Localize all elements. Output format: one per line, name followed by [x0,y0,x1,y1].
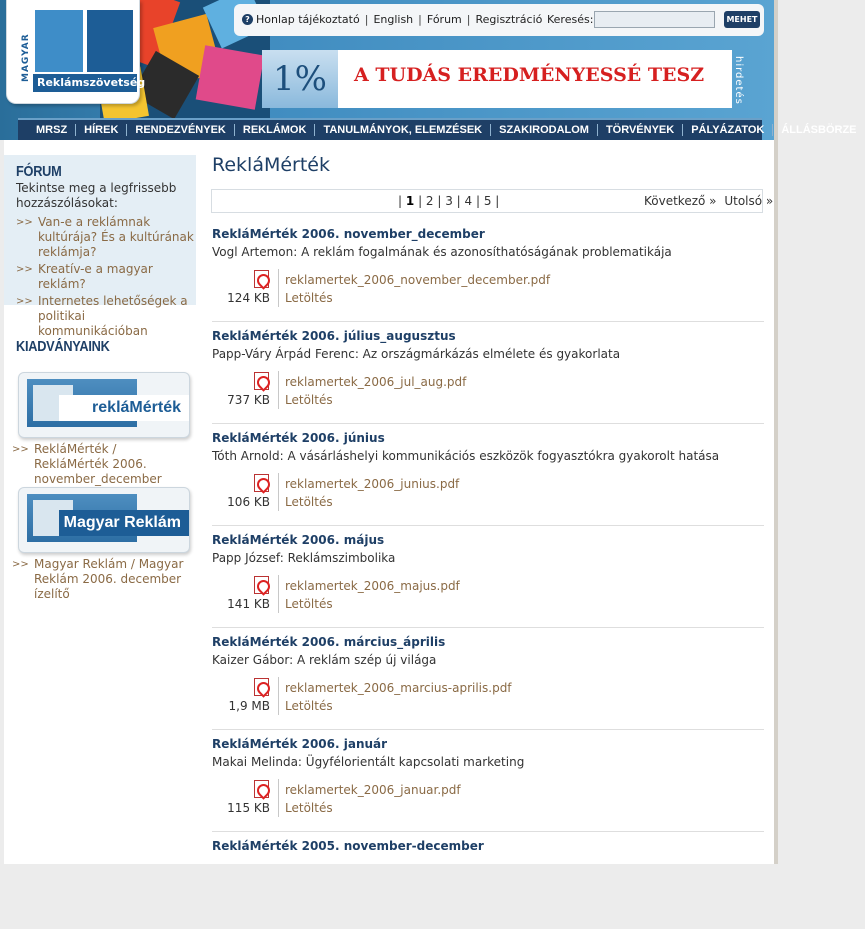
entry-title[interactable]: RekláMérték 2006. január [212,737,388,751]
toplink-forum[interactable]: Fórum [426,13,462,26]
entry-subtitle: Kaizer Gábor: A reklám szép új világa [212,653,437,667]
separator: | [418,13,422,26]
file-size: 737 KB [227,393,270,407]
divider [278,575,279,613]
divider [278,269,279,307]
publication-name: Magyar Reklám [63,514,181,531]
publications-title: KIADVÁNYAINK [16,338,110,355]
entry-item [212,329,764,419]
entry-item [212,431,764,521]
logo[interactable] [6,0,146,104]
ad-banner[interactable] [262,50,732,108]
divider [278,371,279,409]
search-button[interactable]: MEHET [724,11,760,28]
pager-last-link[interactable]: Utolsó » [724,194,774,208]
logo-mark-right [87,10,133,72]
divider [278,779,279,817]
entry-subtitle: Makai Melinda: Ügyfélorientált kapcsolati marketing [212,755,525,769]
pdf-icon[interactable] [254,474,269,492]
publication-link[interactable]: >> Magyar Reklám / Magyar Reklám 2006. december ízelítő [12,557,194,602]
entry-separator [212,831,764,832]
file-size: 1,9 MB [228,699,270,713]
file-link[interactable]: reklamertek_2006_majus.pdf [285,579,460,593]
separator: | [466,13,471,26]
pager-next-last [644,194,773,208]
download-link[interactable]: Letöltés [285,495,333,509]
nav-item-news[interactable]: HÍREK [76,124,127,136]
file-size: 141 KB [227,597,270,611]
download-link[interactable]: Letöltés [285,393,333,407]
forum-item[interactable]: >> Kreatív-e a magyar reklám? [16,262,198,292]
logo-magyar-text: MAGYAR [21,33,31,82]
forum-item[interactable]: >> Internetes lehetőségek a politikai kommunikációban [16,294,198,339]
entry-subtitle: Papp-Váry Árpád Ferenc: Az országmárkázás elmélete és gyakorlata [212,347,621,361]
entry-title[interactable]: RekláMérték 2006. május [212,533,385,547]
pdf-icon[interactable] [254,678,269,696]
top-links [256,13,542,26]
entry-title[interactable]: RekláMérték 2006. július_augusztus [212,329,456,343]
entry-subtitle: Papp József: Reklámszimbolika [212,551,396,565]
forum-title: FÓRUM [16,163,62,180]
nav-item-literature[interactable]: SZAKIRODALOM [491,124,598,136]
file-size: 115 KB [227,801,270,815]
page-title: RekláMérték [212,154,330,176]
pdf-icon[interactable] [254,372,269,390]
pdf-icon[interactable] [254,270,269,288]
pdf-icon[interactable] [254,780,269,798]
entry-item [212,737,764,827]
publication-links [12,557,194,604]
nav-item-ads[interactable]: REKLÁMOK [235,124,316,136]
separator: | [364,13,369,26]
divider [278,473,279,511]
file-link[interactable]: reklamertek_2006_junius.pdf [285,477,460,491]
entry-separator [212,525,764,526]
pager-pages [398,194,499,208]
entry-separator [212,627,764,628]
nav-item-jobs[interactable]: ÁLLÁSBÖRZE [781,124,857,136]
entry-separator [212,321,764,322]
entry-subtitle: Vogl Artemon: A reklám fogalmának és azonosíthatóságának problematikája [212,245,672,259]
divider [278,677,279,715]
download-link[interactable]: Letöltés [285,801,333,815]
publication-cover-reklamertek[interactable] [18,372,190,438]
entry-title[interactable]: RekláMérték 2006. március_április [212,635,446,649]
logo-mark-left [35,10,83,72]
entry-title[interactable]: RekláMérték 2005. november-december [212,839,484,853]
toplink-info[interactable]: Honlap tájékoztató [256,13,360,26]
file-size: 124 KB [227,291,270,305]
file-link[interactable]: reklamertek_2006_jul_aug.pdf [285,375,467,389]
entry-item [212,533,764,623]
entry-title[interactable]: RekláMérték 2006. november_december [212,227,485,241]
site-header [0,0,857,140]
forum-description: Tekintse meg a legfrissebb hozzászólásokat: [16,181,177,210]
nav-item-events[interactable]: RENDEZVÉNYEK [127,124,234,136]
entry-subtitle: Tóth Arnold: A vásárláshelyi kommunikációs eszközök fogyasztókra gyakorolt hatása [212,449,720,463]
download-link[interactable]: Letöltés [285,597,333,611]
file-link[interactable]: reklamertek_2006_november_december.pdf [285,273,551,287]
search-input[interactable] [594,11,715,28]
nav-item-mrsz[interactable]: MRSZ [18,124,76,136]
logo-name-text: Reklámszövetség [33,74,137,92]
pagination [211,189,774,213]
entry-title[interactable]: RekláMérték 2006. június [212,431,385,445]
pager-prefix: | [398,194,403,208]
pdf-icon[interactable] [254,576,269,594]
publication-cover-magyar-reklam[interactable] [18,487,190,553]
file-link[interactable]: reklamertek_2006_marcius-aprilis.pdf [285,681,512,695]
search-label: Keresés: [547,13,594,26]
publication-name: rekláMérték [92,399,181,416]
forum-list [16,215,198,341]
banner-text: A TUDÁS EREDMÉNYESSÉ TESZ [354,64,705,86]
download-link[interactable]: Letöltés [285,699,333,713]
file-link[interactable]: reklamertek_2006_januar.pdf [285,783,461,797]
main-nav [18,118,857,140]
nav-item-tenders[interactable]: PÁLYÁZATOK [683,124,773,136]
forum-panel [4,155,196,338]
toplink-english[interactable]: English [373,13,414,26]
entry-separator [212,423,764,424]
pager-next-link[interactable]: Következő » [644,194,717,208]
entry-item [212,635,764,725]
nav-item-studies[interactable]: TANULMÁNYOK, ELEMZÉSEK [315,124,491,136]
entry-separator [212,729,764,730]
ad-label: hirdetés [733,56,744,105]
nav-item-laws[interactable]: TÖRVÉNYEK [598,124,683,136]
help-icon: ? [242,14,253,25]
file-size: 106 KB [227,495,270,509]
forum-item[interactable]: >> Van-e a reklámnak kultúrája? És a kultúrának reklámja? [16,215,198,260]
publication-link[interactable]: >> RekláMérték / RekláMérték 2006. november_december [12,442,194,487]
window-edge [774,0,778,864]
banner-number: 1% [262,50,338,108]
download-link[interactable]: Letöltés [285,291,333,305]
top-utility-bar [234,4,764,36]
entry-item [212,227,764,317]
pager-current-page: 1 [405,194,415,208]
publication-links [12,442,194,489]
entry-item [212,839,764,929]
pager-page-links[interactable]: | 2 | 3 | 4 | 5 | [418,194,500,208]
toplink-register[interactable]: Regisztráció [475,13,543,26]
